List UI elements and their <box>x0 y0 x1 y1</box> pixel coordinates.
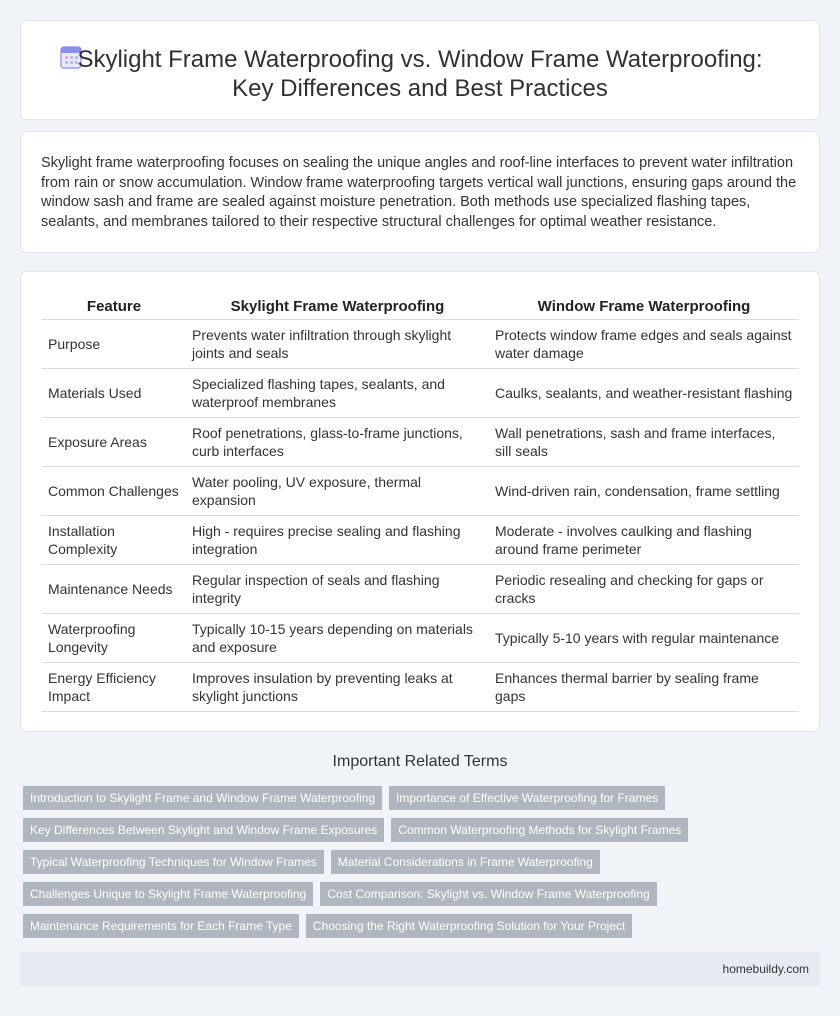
table-row <box>42 466 799 515</box>
feature-cell: Waterproofing Longevity <box>42 613 186 662</box>
tag-row <box>23 882 813 906</box>
feature-cell: Installation Complexity <box>42 515 186 564</box>
header-feature: Feature <box>42 295 186 319</box>
page-title-line-1: Skylight Frame Waterproofing vs. Window Frame Waterproofing: <box>77 46 763 73</box>
footer-site-link[interactable]: homebuildy.com <box>722 962 809 976</box>
skylight-cell: Regular inspection of seals and flashing integrity <box>186 564 489 613</box>
related-term-tag[interactable]: Choosing the Right Waterproofing Solution for Your Project <box>306 914 632 938</box>
table-row <box>42 515 799 564</box>
window-cell: Wall penetrations, sash and frame interfaces, sill seals <box>489 417 799 466</box>
table-row <box>42 319 799 368</box>
feature-cell: Common Challenges <box>42 466 186 515</box>
skylight-cell: High - requires precise sealing and flashing integration <box>186 515 489 564</box>
skylight-cell: Specialized flashing tapes, sealants, and waterproof membranes <box>186 368 489 417</box>
window-cell: Caulks, sealants, and weather-resistant flashing <box>489 368 799 417</box>
window-cell: Typically 5-10 years with regular maintenance <box>489 613 799 662</box>
skylight-cell: Prevents water infiltration through skylight joints and seals <box>186 319 489 368</box>
comparison-table <box>42 295 799 712</box>
feature-cell: Energy Efficiency Impact <box>42 662 186 711</box>
summary-text: Skylight frame waterproofing focuses on sealing the unique angles and roof-line interfaces to prevent water infiltration from rain or snow accumulation. Window frame waterproofing targets vertical wall junctions, ensuring gaps around the window sash and frame are sealed against moisture penetration. Both methods use specialized flashing tapes, sealants, and membranes tailored to their respective structural challenges for optimal weather resistance. <box>41 155 797 230</box>
related-term-tag[interactable]: Importance of Effective Waterproofing for Frames <box>389 786 665 810</box>
skylight-cell: Roof penetrations, glass-to-frame junctions, curb interfaces <box>186 417 489 466</box>
table-header-row <box>42 295 799 319</box>
header-card <box>20 20 820 120</box>
feature-cell: Materials Used <box>42 368 186 417</box>
tag-row <box>23 818 813 842</box>
skylight-cell: Improves insulation by preventing leaks at skylight junctions <box>186 662 489 711</box>
related-term-tag[interactable]: Material Considerations in Frame Waterproofing <box>331 850 600 874</box>
window-cell: Wind-driven rain, condensation, frame settling <box>489 466 799 515</box>
table-row <box>42 368 799 417</box>
related-term-tag[interactable]: Typical Waterproofing Techniques for Window Frames <box>23 850 324 874</box>
feature-cell: Purpose <box>42 319 186 368</box>
table-row <box>42 564 799 613</box>
skylight-cell: Water pooling, UV exposure, thermal expansion <box>186 466 489 515</box>
related-term-tag[interactable]: Introduction to Skylight Frame and Window Frame Waterproofing <box>23 786 382 810</box>
feature-cell: Exposure Areas <box>42 417 186 466</box>
related-term-tag[interactable]: Challenges Unique to Skylight Frame Waterproofing <box>23 882 313 906</box>
skylight-cell: Typically 10-15 years depending on materials and exposure <box>186 613 489 662</box>
footer <box>20 952 820 986</box>
tag-row <box>23 850 813 874</box>
page-title <box>21 45 819 103</box>
related-terms-heading: Important Related Terms <box>332 753 508 770</box>
window-cell: Protects window frame edges and seals against water damage <box>489 319 799 368</box>
tag-row <box>23 786 813 810</box>
related-term-tag[interactable]: Common Waterproofing Methods for Skylight Frames <box>391 818 688 842</box>
header-window: Window Frame Waterproofing <box>489 295 799 319</box>
page-title-line-2: Key Differences and Best Practices <box>232 75 608 102</box>
related-term-tag[interactable]: Key Differences Between Skylight and Window Frame Exposures <box>23 818 384 842</box>
tag-row <box>23 914 813 938</box>
related-term-tag[interactable]: Cost Comparison: Skylight vs. Window Frame Waterproofing <box>320 882 656 906</box>
summary-card <box>20 131 820 253</box>
table-row <box>42 613 799 662</box>
table-row <box>42 417 799 466</box>
window-cell: Enhances thermal barrier by sealing frame gaps <box>489 662 799 711</box>
comparison-card <box>20 271 820 732</box>
window-cell: Moderate - involves caulking and flashing around frame perimeter <box>489 515 799 564</box>
related-terms-list <box>23 786 813 946</box>
header-skylight: Skylight Frame Waterproofing <box>186 295 489 319</box>
feature-cell: Maintenance Needs <box>42 564 186 613</box>
window-cell: Periodic resealing and checking for gaps or cracks <box>489 564 799 613</box>
table-row <box>42 662 799 711</box>
related-term-tag[interactable]: Maintenance Requirements for Each Frame Type <box>23 914 299 938</box>
